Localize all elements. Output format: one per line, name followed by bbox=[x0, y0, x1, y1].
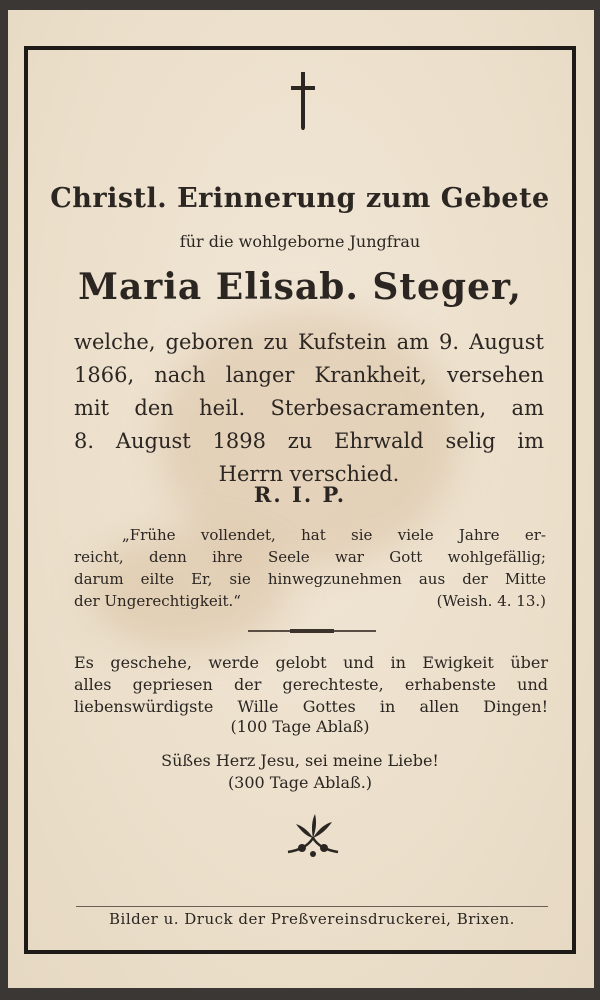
biography-text bbox=[74, 326, 544, 491]
quote-line: der Ungerechtigkeit.“ bbox=[74, 592, 241, 610]
prayer-text bbox=[74, 652, 548, 718]
card-title: Christl. Erinnerung zum Gebete bbox=[50, 183, 550, 214]
ornamental-divider-center bbox=[290, 629, 334, 633]
deceased-name: Maria Elisab. Steger, bbox=[78, 266, 522, 308]
indulgence-note: (300 Tage Ablaß.) bbox=[227, 773, 373, 792]
scripture-quote bbox=[74, 524, 546, 612]
prayer-line: alles gepriesen der gerechteste, erhabenste und bbox=[74, 675, 548, 694]
quote-line: darum eilte Er, sie hinwegzunehmen aus der Mitte bbox=[74, 570, 546, 588]
quote-reference: (Weish. 4. 13.) bbox=[436, 592, 546, 610]
biography-line: 8. August 1898 zu Ehrwald selig im bbox=[74, 429, 544, 453]
cross-icon bbox=[288, 70, 318, 130]
biography-line: 1866, nach langer Krankheit, versehen bbox=[74, 363, 544, 387]
quote-line: „Frühe vollendet, hat sie viele Jahre er- bbox=[122, 526, 546, 544]
rip-text: R. I. P. bbox=[253, 482, 347, 507]
indulgence-note: (100 Tage Ablaß) bbox=[230, 717, 370, 736]
biography-line: Herrn verschied. bbox=[218, 462, 400, 486]
card-subtitle: für die wohlgeborne Jungfrau bbox=[179, 232, 421, 251]
quote-line: reicht, denn ihre Seele war Gott wohlgefällig; bbox=[74, 548, 546, 566]
prayer-line: liebenswürdigste Wille Gottes in allen Dingen! bbox=[74, 697, 548, 716]
printer-credit: Bilder u. Druck der Preßvereinsdruckerei, Brixen. bbox=[109, 910, 515, 928]
prayer-line: Es geschehe, werde gelobt und in Ewigkeit über bbox=[74, 653, 548, 672]
biography-line: mit den heil. Sterbesacramenten, am bbox=[74, 396, 544, 420]
footer-rule bbox=[76, 906, 548, 907]
flower-ornament-icon bbox=[282, 812, 344, 860]
biography-line: welche, geboren zu Kufstein am 9. August bbox=[74, 330, 544, 354]
invocation-text: Süßes Herz Jesu, sei meine Liebe! bbox=[161, 751, 439, 770]
